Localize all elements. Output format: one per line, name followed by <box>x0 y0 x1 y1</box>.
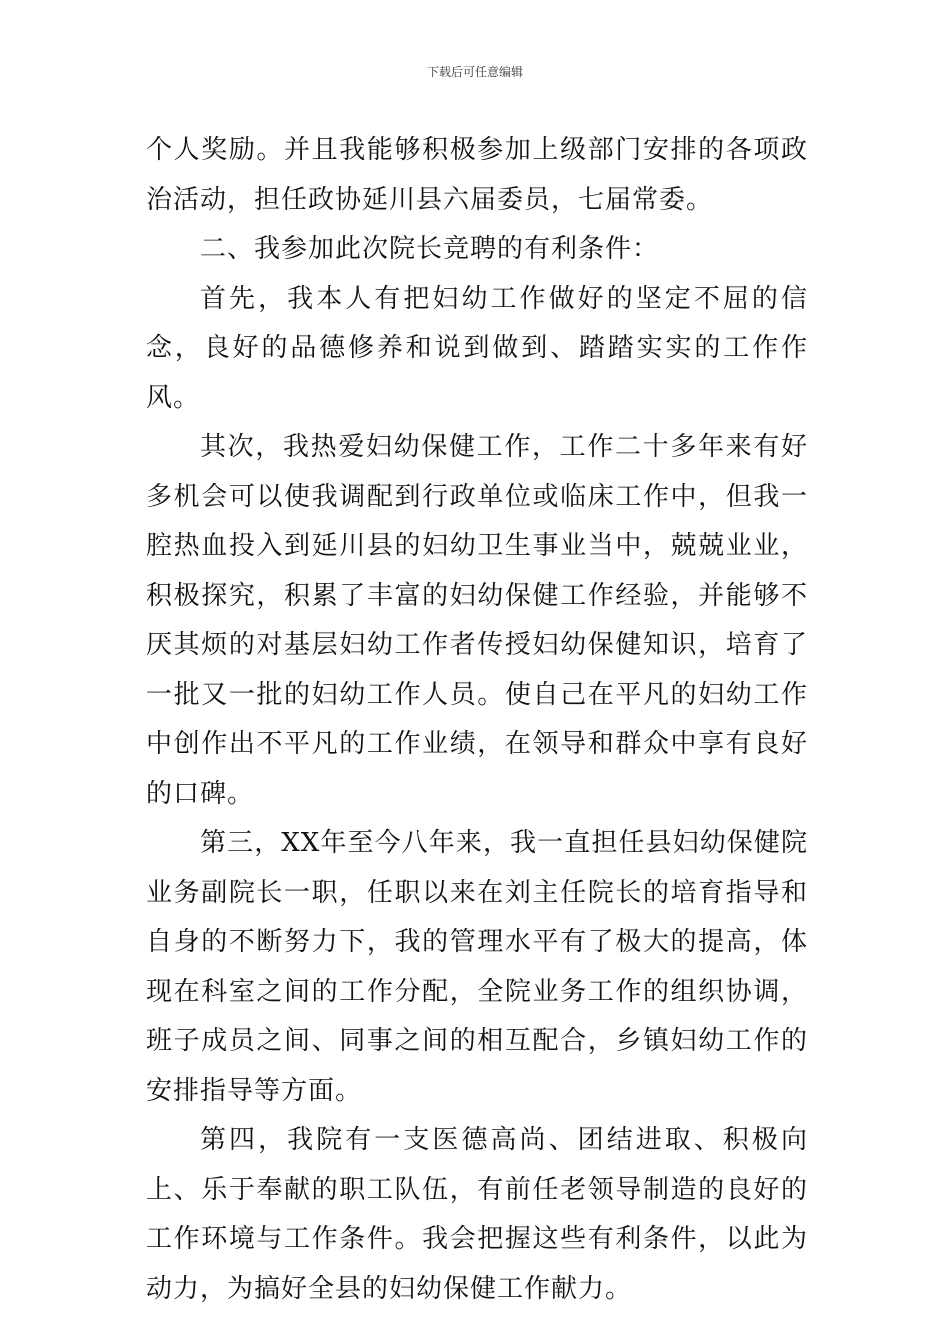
page-header-note: 下载后可任意编辑 <box>426 65 523 79</box>
paragraph-continuation: 个人奖励。并且我能够积极参加上级部门安排的各项政治活动，担任政协延川县六届委员，七届常委。 <box>146 135 808 215</box>
paragraph-fourth-point: 第四，我院有一支医德高尚、团结进取、积极向上、乐于奉献的职工队伍，有前任老领导制造的良好的工作环境与工作条件。我会把握这些有利条件，以此为动力，为搞好全县的妇幼保健工作献力。 <box>146 1125 808 1304</box>
paragraph-second-point: 其次，我热爱妇幼保健工作，工作二十多年来有好多机会可以使我调配到行政单位或临床工作中，但我一腔热血投入到延川县的妇幼卫生事业当中，兢兢业业，积极探究，积累了丰富的妇幼保健工作经验，并能够不厌其烦的对基层妇幼工作者传授妇幼保健知识，培育了一批又一批的妇幼工作人员。使自己在平凡的妇幼工作中创作出不平凡的工作业绩，在领导和群众中享有良好的口碑。 <box>146 432 808 809</box>
paragraph-third-point: 第三，XX年至今八年来，我一直担任县妇幼保健院业务副院长一职，任职以来在刘主任院长的培育指导和自身的不断努力下，我的管理水平有了极大的提高，体现在科室之间的工作分配，全院业务工作的组织协调，班子成员之间、同事之间的相互配合，乡镇妇幼工作的安排指导等方面。 <box>146 828 808 1106</box>
document-body <box>146 126 808 1314</box>
paragraph-section-heading: 二、我参加此次院长竞聘的有利条件： <box>200 234 660 264</box>
paragraph-first-point: 首先，我本人有把妇幼工作做好的坚定不屈的信念，良好的品德修养和说到做到、踏踏实实的工作作风。 <box>146 283 808 413</box>
